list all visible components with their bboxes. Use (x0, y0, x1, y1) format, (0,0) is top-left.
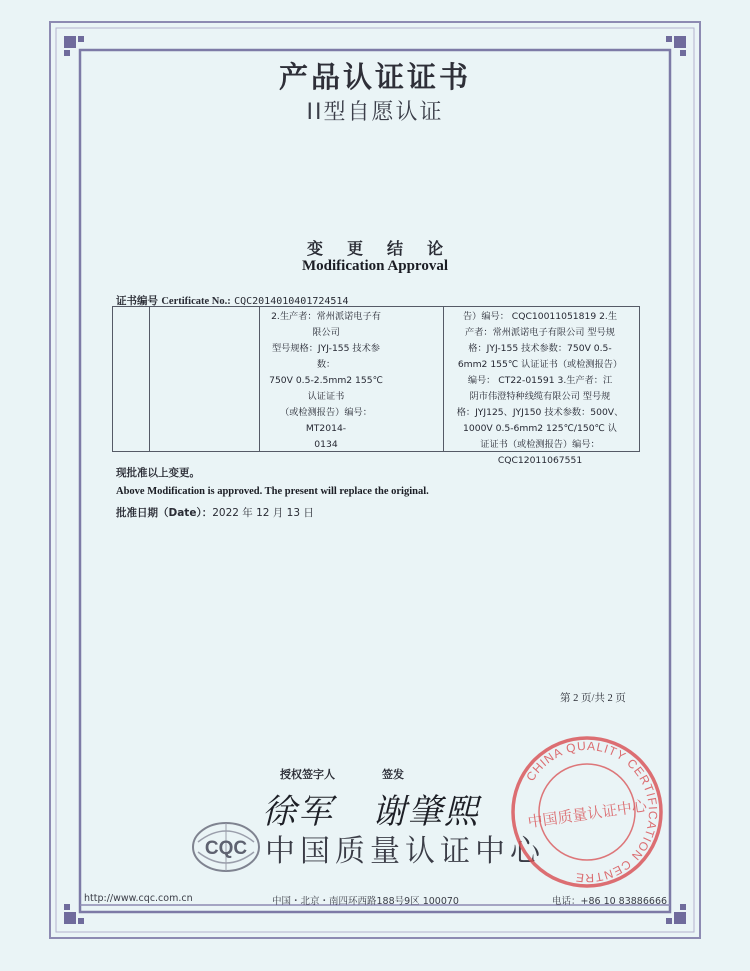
seal-chinese-text: 中国质量认证中心 (526, 796, 648, 832)
table-line: 1000V 0.5-6mm2 125℃/150℃ 认 (463, 423, 617, 434)
cqc-logo-icon (190, 818, 262, 876)
table-col-1 (113, 307, 150, 451)
table-line: 格：JYJ125、JYJ150 技术参数：500V、 (456, 407, 624, 418)
organization-name: 中国质量认证中心 (265, 834, 545, 869)
certificate-number-label-cn: 证书编号 (116, 295, 158, 307)
table-line: 产者：常州派诺电子有限公司 型号规 (465, 327, 615, 338)
certificate-number-label-en: Certificate No.: (161, 296, 231, 307)
footer-address: 中国・北京・南四环西路188号9区 100070 (272, 896, 459, 907)
seal-stamp-icon (508, 733, 666, 891)
table-line: （或检测报告）编号： MT2014- (280, 407, 372, 434)
table-line: 阴市伟澄特种线缆有限公司 型号规 (469, 391, 611, 402)
issued-label: 签发 (382, 768, 404, 781)
signature-1: 徐军 (262, 792, 334, 832)
certificate-subtitle: II型自愿认证 (306, 100, 444, 125)
seal-english-text: CHINA QUALITY CERTIFICATION CENTRE (523, 738, 661, 886)
table-line: 2.生产者：常州派诺电子有限公司 (271, 311, 381, 338)
certificate-number-value: CQC2014010401724514 (234, 296, 349, 307)
section-heading-en: Modification Approval (302, 258, 448, 274)
approval-date-label: 批准日期（Date）： (116, 507, 213, 519)
approval-date-value: 2022 年 12 月 13 日 (212, 507, 314, 519)
approval-note-en: Above Modification is approved. The present will replace the original. (116, 486, 429, 497)
table-line: 750V 0.5-2.5mm2 155℃ 认证证书 (269, 375, 383, 402)
cqc-logo-text: CQC (204, 838, 248, 859)
table-line: 6mm2 155℃ 认证证书（或检测报告） (457, 359, 623, 370)
table-line: 编号： CT22-01591 3.生产者：江 (467, 375, 613, 386)
page-number: 第 2 页/共 2 页 (560, 693, 626, 704)
table-line: CQC12011067551 (497, 455, 583, 466)
table-line: 证证书（或检测报告）编号： (480, 439, 600, 450)
table-cell-col3 (267, 309, 385, 453)
footer-phone: 电话：+86 10 83886666 (552, 896, 668, 907)
table-line: 型号规格：JYJ-155 技术参数： (272, 343, 380, 370)
signature-2: 谢肇熙 (372, 792, 480, 832)
authorized-signatory-label: 授权签字人 (280, 768, 335, 781)
table-line: 0134 (314, 439, 338, 450)
section-heading-cn: 变更结论 (306, 239, 467, 258)
approval-date (116, 505, 314, 520)
table-cell-col4 (445, 309, 635, 469)
certificate-title: 产品认证证书 (278, 60, 471, 94)
table-col-2 (149, 307, 260, 451)
approval-note-cn: 现批准以上变更。 (116, 467, 200, 479)
modification-table (112, 306, 640, 466)
footer-url[interactable]: http://www.cqc.com.cn (84, 893, 193, 904)
table-line: 告）编号： CQC10011051819 2.生 (462, 311, 618, 322)
table-line: 格：JYJ-155 技术参数：750V 0.5- (468, 343, 612, 354)
